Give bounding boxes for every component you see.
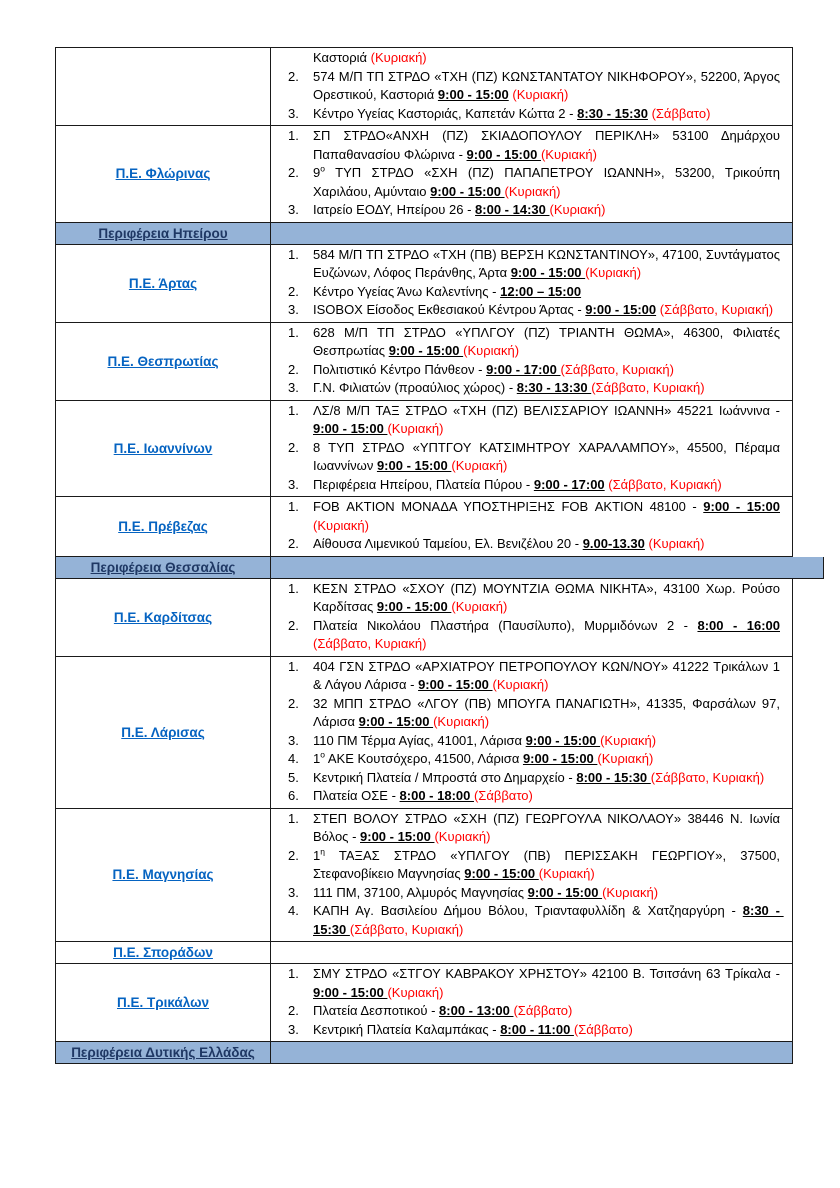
item-number: 1.	[288, 580, 299, 596]
region-row	[56, 809, 793, 943]
item-text	[313, 105, 792, 124]
location-text: Αίθουσα Λιμενικού Ταμείου, Ελ. Βενιζέλου 20 -	[313, 536, 583, 551]
hours: 8:30 - 15:30	[313, 903, 784, 937]
day-label: (Σάββατο, Κυριακή)	[591, 380, 705, 395]
region-cell	[56, 245, 271, 322]
list-item	[271, 884, 792, 903]
region-link[interactable]: Π.Ε. Σποράδων	[113, 945, 213, 960]
day-label: (Κυριακή)	[313, 517, 369, 533]
section-header-cell	[56, 557, 271, 578]
location-text: ΣΠ ΣΤΡΔΟ«ΑΝΧΗ (ΠΖ) ΣΚΙΑΔΟΠΟΥΛΟΥ ΠΕΡΙΚΛΗ» 53100 Δημάρχου Παπαθανασίου Φλώρινα -	[313, 128, 784, 162]
location-text: ΚΑΠΗ Αγ. Βασιλείου Δήμου Βόλου, Τριανταφυλλίδη & Χατζηαργύρη -	[313, 903, 743, 918]
locations-cell	[271, 942, 792, 963]
region-row	[56, 964, 793, 1042]
item-number: 3.	[288, 380, 299, 395]
day-label: (Κυριακή)	[512, 87, 569, 102]
item-number: 4.	[288, 903, 299, 918]
day-label: (Κυριακή)	[463, 343, 520, 358]
region-link[interactable]: Π.Ε. Άρτας	[128, 275, 198, 291]
item-number: 6.	[288, 788, 299, 803]
location-text: Περιφέρεια Ηπείρου, Πλατεία Πύρου -	[313, 476, 534, 492]
location-text: ΑΚΕ Κουτσόχερο, 41500, Λάρισα	[324, 751, 523, 766]
item-text	[313, 787, 792, 806]
list-item	[271, 847, 792, 884]
item-number	[288, 49, 313, 68]
location-text: Κεντρική Πλατεία Καλαμπάκας -	[313, 1021, 501, 1037]
location-text: 1	[313, 847, 321, 863]
item-text	[313, 535, 792, 554]
item-text	[313, 902, 792, 939]
locations-cell	[271, 1042, 792, 1063]
hours: 8:30 - 13:30	[516, 380, 592, 395]
region-link[interactable]: Π.Ε. Θεσπρωτίας	[107, 353, 219, 369]
item-number: 3.	[288, 105, 299, 121]
item-text	[313, 580, 792, 617]
item-number: 1.	[288, 324, 299, 340]
item-text	[313, 201, 792, 220]
list-item	[271, 164, 792, 201]
locations-cell	[271, 126, 792, 222]
item-text	[313, 695, 792, 732]
item-number: 2.	[288, 617, 299, 633]
hours: 9:00 - 15:00	[466, 146, 541, 162]
hours: 9:00 - 15:00	[510, 265, 586, 280]
locations-cell	[271, 323, 792, 400]
list-item	[271, 49, 792, 68]
list-item	[271, 68, 792, 105]
location-text: 32 ΜΠΠ ΣΤΡΔΟ «ΛΓΟΥ (ΠΒ) ΜΠΟΥΓΑ ΠΑΝΑΓΙΩΤΗ», 41335, Φαρσάλων 97, Λάρισα	[313, 695, 783, 729]
location-text: ISOBOX Είσοδος Εκθεσιακού Κέντρου Άρτας -	[313, 302, 586, 317]
day-label: (Σάββατο)	[651, 105, 711, 121]
locations-cell	[271, 964, 792, 1041]
item-number: 5.	[288, 769, 299, 785]
day-label: (Σάββατο)	[513, 1003, 573, 1018]
item-number: 2.	[288, 439, 299, 455]
region-row	[56, 497, 793, 557]
item-text	[313, 402, 792, 439]
region-link[interactable]: Π.Ε. Πρέβεζας	[118, 518, 208, 534]
region-link[interactable]: Π.Ε. Λάρισας	[121, 724, 205, 740]
day-label: (Κυριακή)	[434, 829, 491, 844]
day-label: (Σάββατο, Κυριακή)	[659, 302, 774, 317]
item-text	[313, 324, 792, 361]
item-text	[313, 884, 792, 903]
region-row	[56, 126, 793, 223]
region-row	[56, 657, 793, 809]
day-label: (Κυριακή)	[585, 265, 642, 280]
location-text: ΣΤΕΠ ΒΟΛΟΥ ΣΤΡΔΟ «ΣΧΗ (ΠΖ) ΓΕΩΡΓΟΥΛΑ ΝΙΚΟΛΑΟΥ» 38446 Ν. Ιωνία Βόλος -	[313, 810, 784, 844]
location-text: 628 Μ/Π ΤΠ ΣΤΡΔΟ «ΥΠΛΓΟΥ (ΠΖ) ΤΡΙΑΝΤΗ ΘΩΜΑ», 46300, Φιλιατές Θεσπρωτίας	[313, 324, 784, 358]
list-item	[271, 361, 792, 380]
item-text	[313, 750, 792, 769]
region-cell	[56, 497, 271, 556]
location-text: Γ.Ν. Φιλιατών (προαύλιος χώρος) -	[313, 380, 517, 395]
region-cell	[56, 942, 271, 963]
location-text: Ιατρείο ΕΟΔΥ, Ηπείρου 26 -	[313, 202, 476, 217]
list-item	[271, 246, 792, 283]
hours: 8:30 - 15:30	[577, 105, 648, 121]
item-text	[313, 476, 792, 495]
hours: 8:00 - 16:00	[697, 617, 780, 633]
item-number: 1.	[288, 658, 299, 674]
section-header: Περιφέρεια Θεσσαλίας	[90, 559, 236, 575]
location-text: Πλατεία Δεσποτικού -	[313, 1003, 440, 1018]
item-number: 3.	[288, 884, 299, 900]
list-item	[271, 201, 792, 220]
list-item	[271, 283, 792, 302]
list-item	[271, 105, 792, 124]
day-label: (Σάββατο, Κυριακή)	[560, 361, 674, 377]
list-item	[271, 810, 792, 847]
item-number: 3.	[288, 302, 299, 317]
locations-cell	[271, 245, 792, 322]
day-label: (Σάββατο, Κυριακή)	[313, 636, 427, 651]
region-link[interactable]: Π.Ε. Τρικάλων	[117, 995, 209, 1010]
location-text: ΣΜΥ ΣΤΡΔΟ «ΣΤΓΟΥ ΚΑΒΡΑΚΟΥ ΧΡΗΣΤΟΥ» 42100 Β. Τσιτσάνη 63 Τρίκαλα -	[313, 966, 784, 981]
list-item	[271, 965, 792, 1002]
hours: 9:00 - 15:00	[360, 829, 435, 844]
region-row	[56, 579, 793, 657]
locations-cell	[271, 657, 792, 808]
day-label: (Κυριακή)	[387, 421, 444, 436]
locations-cell	[271, 557, 823, 578]
location-text: ΤΥΠ ΣΤΡΔΟ «ΣΧΗ (ΠΖ) ΠΑΠΑΠΕΤΡΟΥ ΙΩΑΝΝΗ», 53200, Τρικούπη Χαριλάου, Αμύνταιο	[313, 165, 784, 199]
region-row	[56, 245, 793, 323]
location-text: 111 ΠΜ, 37100, Αλμυρός Μαγνησίας	[313, 884, 528, 900]
hours: 9:00 - 15:00	[437, 87, 509, 102]
item-text	[313, 1021, 792, 1040]
day-label: (Κυριακή)	[387, 984, 444, 1000]
location-text: Πλατεία Νικολάου Πλαστήρα (Παυσίλυπο), Μυρμιδόνων 2 -	[313, 617, 698, 633]
item-text	[313, 658, 792, 695]
item-number: 1.	[288, 499, 299, 514]
region-cell	[56, 964, 271, 1041]
hours: 9:00 - 15:00	[313, 984, 388, 1000]
item-number: 1.	[288, 810, 299, 826]
list-item	[271, 324, 792, 361]
hours: 12:00 – 15:00	[500, 283, 582, 299]
hours: 8:00 - 14:30	[475, 202, 550, 217]
item-number: 2.	[288, 361, 299, 377]
location-text: 574 Μ/Π ΤΠ ΣΤΡΔΟ «ΤΧΗ (ΠΖ) ΚΩΝΣΤΑΝΤΑΤΟΥ ΝΙΚΗΦΟΡΟΥ», 52200, Άργος Ορεστικού, Καστοριά	[313, 68, 784, 102]
location-text: Κέντρο Υγείας Καστοριάς, Καπετάν Κώττα 2 -	[313, 105, 578, 121]
item-number: 1.	[288, 402, 299, 418]
list-item	[271, 402, 792, 439]
hours: 8:00 - 11:00	[500, 1021, 574, 1037]
region-cell	[56, 126, 271, 222]
item-text	[313, 1002, 792, 1021]
section-row	[56, 223, 793, 245]
hours: 9:00 - 15:00	[464, 866, 539, 881]
location-text: 110 ΠΜ Τέρμα Αγίας, 41001, Λάρισα	[313, 732, 526, 748]
location-text: Πλατεία ΟΣΕ -	[313, 788, 400, 803]
location-text: FOB ΑΚΤΙΟΝ ΜΟΝΑΔΑ ΥΠΟΣΤΗΡΙΞΗΣ FOB ΑΚΤΙΟΝ 48100 -	[313, 499, 704, 514]
day-label: (Σάββατο, Κυριακή)	[650, 769, 765, 785]
hours: 9:00 - 15:00	[358, 714, 434, 729]
section-header-cell	[56, 223, 271, 244]
ordinal-suffix: η	[320, 846, 325, 857]
locations-cell	[271, 401, 792, 497]
item-text	[313, 68, 792, 105]
location-text: 9	[313, 165, 321, 180]
location-text: 8 ΤΥΠ ΣΤΡΔΟ «ΥΠΤΓΟΥ ΚΑΤΣΙΜΗΤΡΟΥ ΧΑΡΑΛΑΜΠΟΥ», 45500, Πέραμα Ιωαννίνων	[313, 439, 784, 473]
day-label: (Κυριακή)	[451, 458, 508, 473]
item-number: 1.	[288, 246, 299, 262]
item-text	[313, 246, 792, 283]
day-label: (Κυριακή)	[451, 599, 508, 614]
region-cell	[56, 401, 271, 497]
region-row	[56, 323, 793, 401]
list-item	[271, 750, 792, 769]
location-text: 584 Μ/Π ΤΠ ΣΤΡΔΟ «ΤΧΗ (ΠΒ) ΒΕΡΣΗ ΚΩΝΣΤΑΝΤΙΝΟΥ», 47100, Συντάγματος Ευζώνων, Λόφος Περάνθης, Άρτα	[313, 246, 784, 280]
day-label: (Σάββατο, Κυριακή)	[608, 476, 722, 492]
item-number: 3.	[288, 732, 299, 748]
region-cell	[56, 48, 271, 125]
hours: 9:00 - 15:00	[313, 421, 388, 436]
section-row	[56, 557, 824, 579]
hours: 8:00 - 15:30	[576, 769, 651, 785]
item-text	[313, 965, 792, 1002]
region-link[interactable]: Π.Ε. Ιωαννίνων	[113, 440, 213, 456]
day-label: (Κυριακή)	[538, 866, 595, 881]
item-number: 2.	[288, 283, 299, 299]
hours: 9.00-13.30	[582, 536, 645, 551]
hours: 9:00 - 15:00	[527, 884, 603, 900]
item-text	[313, 769, 792, 788]
section-header: Περιφέρεια Ηπείρου	[98, 225, 228, 241]
day-label: (Κυριακή)	[602, 884, 659, 900]
hours: 9:00 - 15:00	[418, 677, 493, 692]
item-number: 2.	[288, 847, 299, 863]
region-row	[56, 48, 793, 126]
list-item	[271, 732, 792, 751]
item-number: 2.	[288, 536, 299, 551]
item-text	[313, 301, 792, 320]
region-cell	[56, 323, 271, 400]
hours: 9:00 - 15:00	[430, 183, 505, 199]
day-label: (Κυριακή)	[648, 536, 705, 551]
day-label: (Σάββατο)	[573, 1021, 633, 1037]
hours: 9:00 - 15:00	[388, 343, 464, 358]
item-number: 2.	[288, 68, 299, 84]
hours: 9:00 - 15:00	[376, 599, 452, 614]
section-header-cell	[56, 1042, 271, 1063]
location-text: Πολιτιστικό Κέντρο Πάνθεον -	[313, 361, 487, 377]
locations-cell	[271, 497, 792, 556]
list-item	[271, 476, 792, 495]
hours: 8:00 - 18:00	[399, 788, 474, 803]
item-number: 2.	[288, 1003, 299, 1018]
ordinal-suffix: ο	[320, 749, 325, 760]
item-number: 1.	[288, 128, 299, 143]
item-text	[313, 732, 792, 751]
location-text: Καστοριά	[313, 50, 371, 65]
list-item	[271, 617, 792, 654]
day-label: (Σάββατο, Κυριακή)	[349, 921, 464, 937]
item-text	[313, 617, 792, 654]
location-text: ΛΣ/8 Μ/Π ΤΑΞ ΣΤΡΔΟ «ΤΧΗ (ΠΖ) ΒΕΛΙΣΣΑΡΙΟΥ ΙΩΑΝΝΗ» 45221 Ιωάννινα -	[313, 402, 784, 418]
item-number: 3.	[288, 1021, 299, 1037]
hours: 9:00 - 15:00	[522, 751, 598, 766]
location-text: Κέντρο Υγείας Άνω Καλεντίνης -	[313, 283, 501, 299]
section-row	[56, 1042, 793, 1064]
region-cell	[56, 657, 271, 808]
location-text: Κεντρική Πλατεία / Μπροστά στο Δημαρχείο -	[313, 769, 577, 785]
list-item	[271, 535, 792, 554]
item-text	[313, 49, 792, 68]
day-label: (Κυριακή)	[540, 146, 597, 162]
day-label: (Κυριακή)	[433, 714, 490, 729]
item-text	[313, 164, 792, 201]
hours: 8:00 - 13:00	[439, 1003, 514, 1018]
locations-cell	[271, 579, 792, 656]
day-label: (Σάββατο)	[473, 788, 533, 803]
location-text: 1	[313, 751, 321, 766]
vaccination-schedule-table	[55, 47, 793, 1064]
item-number: 3.	[288, 202, 299, 217]
location-text: ΚΕΣΝ ΣΤΡΔΟ «ΣΧΟΥ (ΠΖ) ΜΟΥΝΤΖΙΑ ΘΩΜΑ ΝΙΚΗΤΑ», 43100 Χωρ. Ρούσο Καρδίτσας	[313, 580, 784, 614]
locations-cell	[271, 48, 792, 125]
region-row	[56, 942, 793, 964]
list-item	[271, 695, 792, 732]
list-item	[271, 658, 792, 695]
item-number: 3.	[288, 476, 299, 492]
day-label: (Κυριακή)	[597, 751, 654, 766]
item-text	[313, 127, 792, 164]
item-text	[313, 439, 792, 476]
item-number: 4.	[288, 751, 299, 766]
item-text	[313, 361, 792, 380]
list-item	[271, 127, 792, 164]
list-item	[271, 769, 792, 788]
list-item	[271, 787, 792, 806]
region-link[interactable]: Π.Ε. Μαγνησίας	[112, 867, 214, 883]
list-item	[271, 1002, 792, 1021]
item-text	[313, 498, 792, 535]
location-text: 404 ΓΣΝ ΣΤΡΔΟ «ΑΡΧΙΑΤΡΟΥ ΠΕΤΡΟΠΟΥΛΟΥ ΚΩΝ/ΝΟΥ» 41222 Τρικάλων 1 & Λάγου Λάρισα -	[313, 658, 784, 692]
hours: 9:00 - 15:00	[525, 732, 601, 748]
list-item	[271, 1021, 792, 1040]
locations-cell	[271, 809, 792, 942]
day-label: (Κυριακή)	[492, 677, 549, 692]
location-text: ΤΑΞΑΣ ΣΤΡΔΟ «ΥΠΛΓΟΥ (ΠΒ) ΠΕΡΙΣΣΑΚΗ ΓΕΩΡΓΙΟΥ», 37500, Στεφανοβίκειο Μαγνησίας	[313, 847, 784, 881]
item-text	[313, 847, 792, 884]
day-label: (Κυριακή)	[504, 183, 561, 199]
item-number: 1.	[288, 966, 299, 981]
location-text	[780, 499, 784, 514]
ordinal-suffix: ο	[320, 163, 325, 174]
hours: 9:00 - 15:00	[703, 499, 780, 514]
item-text	[313, 283, 792, 302]
list-item	[271, 301, 792, 320]
item-text	[313, 379, 792, 398]
day-label: (Κυριακή)	[370, 50, 427, 65]
list-item	[271, 580, 792, 617]
hours: 9:00 - 17:00	[486, 361, 561, 377]
region-link[interactable]: Π.Ε. Φλώρινας	[115, 166, 211, 182]
item-text	[313, 810, 792, 847]
day-label: (Κυριακή)	[600, 732, 657, 748]
list-item	[271, 498, 792, 535]
region-row	[56, 401, 793, 498]
region-cell	[56, 579, 271, 656]
section-header: Περιφέρεια Δυτικής Ελλάδας	[71, 1045, 255, 1060]
hours: 9:00 - 15:00	[585, 302, 657, 317]
region-link[interactable]: Π.Ε. Καρδίτσας	[113, 609, 213, 625]
region-cell	[56, 809, 271, 942]
list-item	[271, 902, 792, 939]
item-number: 2.	[288, 695, 299, 711]
list-item	[271, 379, 792, 398]
list-item	[271, 439, 792, 476]
day-label: (Κυριακή)	[549, 202, 606, 217]
locations-cell	[271, 223, 792, 244]
hours: 9:00 - 15:00	[376, 458, 452, 473]
hours: 9:00 - 17:00	[533, 476, 605, 492]
location-text	[780, 618, 784, 633]
item-number: 2.	[288, 165, 299, 180]
